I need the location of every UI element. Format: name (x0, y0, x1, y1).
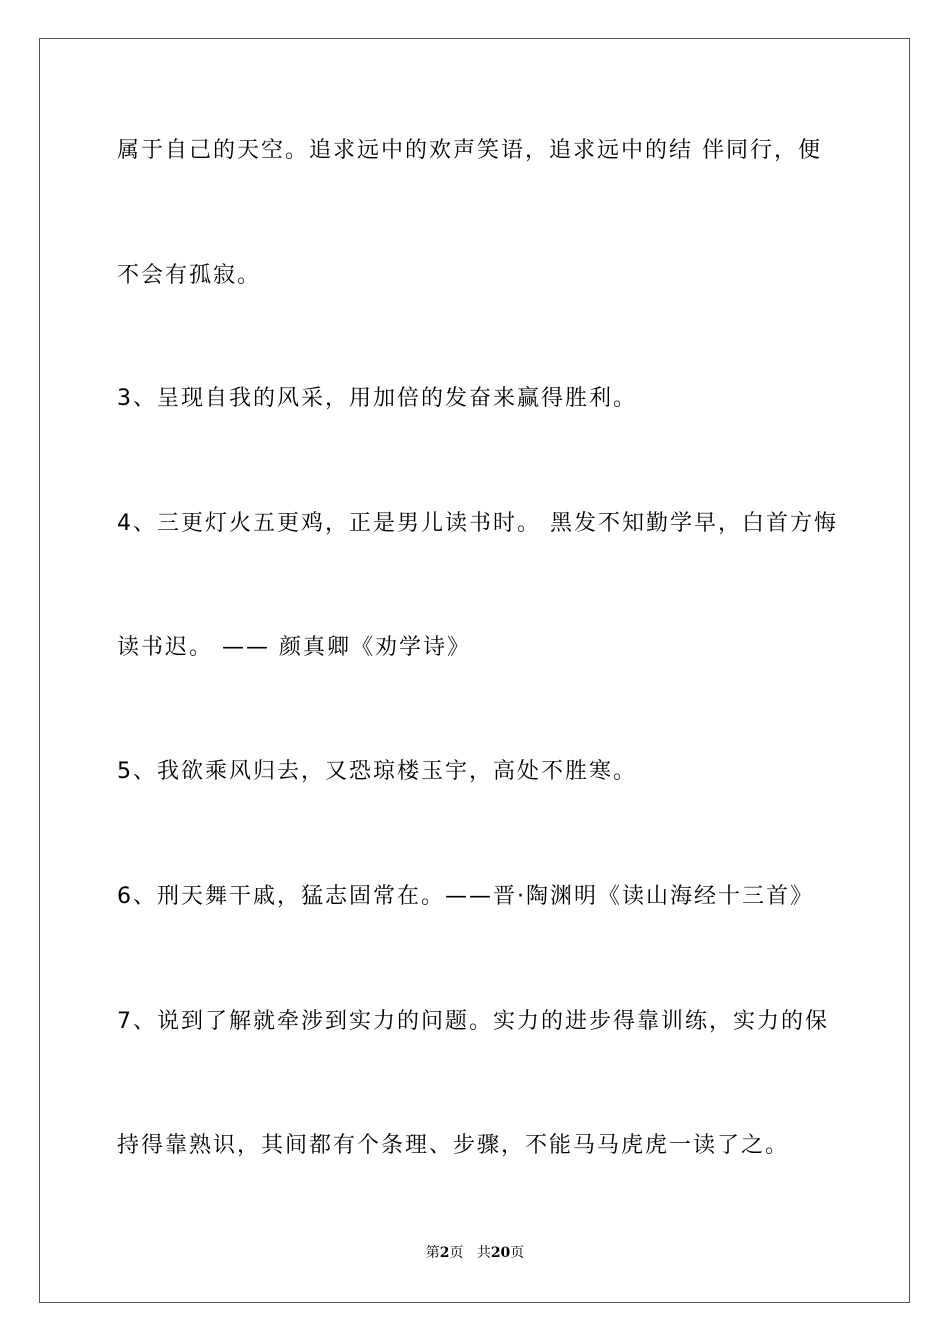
text-line: 4、三更灯火五更鸡，正是男儿读书时。 黑发不知勤学早，白首方悔 (117, 511, 838, 536)
current-page-number: 2 (439, 1245, 450, 1261)
text-line: 持得靠熟识，其间都有个条理、步骤，不能马马虎虎一读了之。 (117, 1133, 790, 1158)
text-line: 6、刑天舞干戚，猛志固常在。——晋·陶渊明《读山海经十三首》 (117, 884, 814, 909)
page-frame (39, 38, 910, 1303)
page-footer (0, 1244, 950, 1262)
text-line: 读书迟。 —— 颜真卿《劝学诗》 (117, 635, 471, 660)
footer-total-prefix: 共 (476, 1245, 491, 1261)
text-line: 5、我欲乘风归去，又恐琼楼玉宇，高处不胜寒。 (117, 759, 637, 784)
total-pages-number: 20 (490, 1245, 511, 1261)
footer-page-unit: 页 (449, 1245, 464, 1261)
text-line: 3、呈现自我的风采，用加倍的发奋来赢得胜利。 (117, 386, 637, 411)
text-line: 属于自己的天空。追求远中的欢声笑语，追求远中的结 伴同行，便 (117, 138, 822, 163)
text-line: 7、说到了解就牵涉到实力的问题。实力的进步得靠训练，实力的保 (117, 1009, 829, 1034)
footer-prefix: 第 (425, 1245, 440, 1261)
footer-total-unit: 页 (510, 1245, 525, 1261)
text-line: 不会有孤寂。 (117, 263, 262, 288)
